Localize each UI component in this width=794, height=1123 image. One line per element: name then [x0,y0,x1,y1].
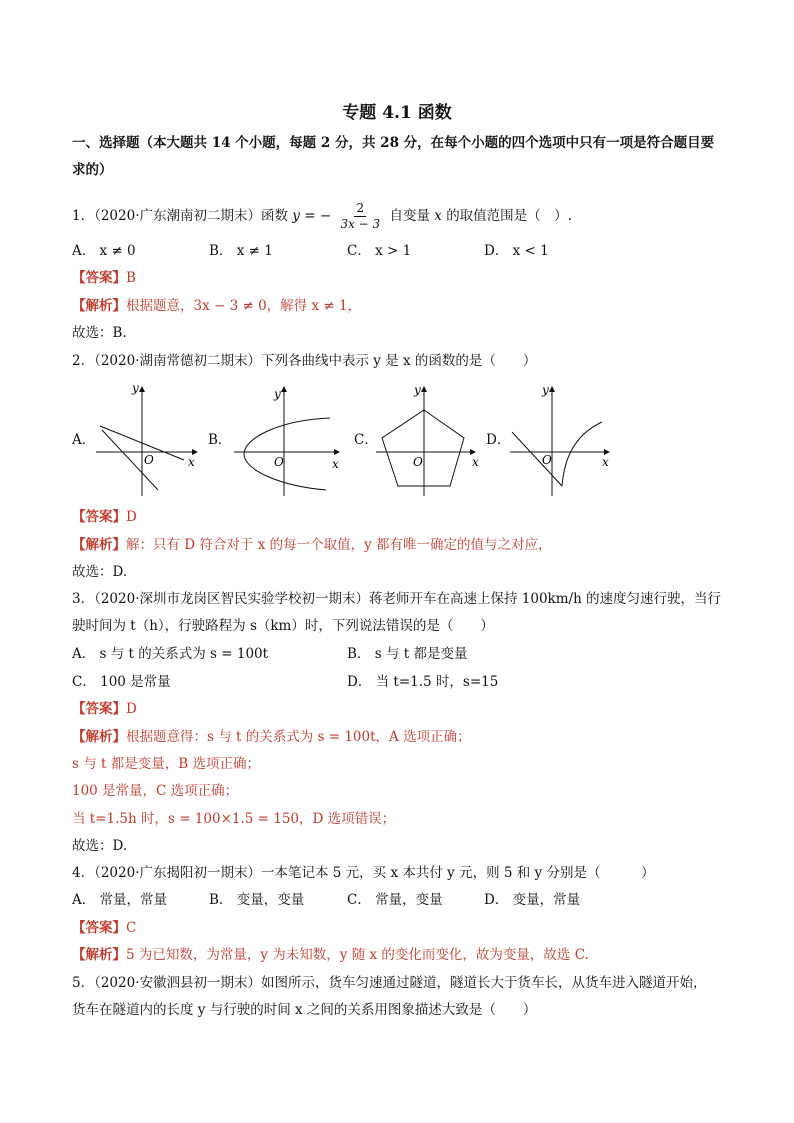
x-label: x [188,455,195,469]
q3-option-c: C． 100 是常量 [72,674,171,690]
q1-suffix: 自变量 [389,208,430,224]
q1-option-c: C． x > 1 [347,243,412,259]
y-label: y [132,381,139,395]
q2-graph-b [230,380,350,500]
y-label: y [274,387,281,401]
analysis-tag: 【解析】 [72,298,126,314]
q2-graph-a [92,380,202,500]
q3-answer [72,699,137,719]
analysis-tag: 【解析】 [72,537,126,553]
q1-prefix: 1．（2020·广东潮南初二期末）函数 [72,208,288,224]
q4-option-b: B． 变量，变量 [209,892,305,908]
origin-label: O [542,453,552,467]
q3-option-a: A． s 与 t 的关系式为 s = 100t [72,646,269,662]
y-label: y [542,383,549,397]
q1-analysis-text: 根据题意，3x − 3 ≠ 0，解得 x ≠ 1， [126,298,362,314]
x-label: x [602,455,609,469]
page-title: 专题 4.1 函数 [342,103,452,123]
q5-question-line1: 5．（2020·安徽泗县初一期末）如图所示，货车匀速通过隧道，隧道长大于货车长，从货车进入隧道开始， [72,975,707,991]
q4-analysis [72,945,589,965]
x-label: x [332,457,339,471]
answer-tag: 【答案】 [72,920,126,936]
q2-label-c: C． [354,432,378,448]
q5-question-line2: 货车在隧道内的长度 y 与行驶的时间 x 之间的关系用图象描述大致是（ ） [72,1002,537,1018]
origin-label: O [144,453,154,467]
q2-label-a: A． [72,432,96,448]
q2-label-d: D． [486,432,511,448]
q2-question: 2．（2020·湖南常德初二期末）下列各曲线中表示 y 是 x 的函数的是（ ） [72,353,537,369]
q2-answer-value: D [126,509,137,525]
q1-var: x [434,208,442,224]
q2-graph-c [372,380,484,500]
q1-answer [72,268,136,288]
q2-graph-d [506,380,616,500]
y-label: y [414,383,421,397]
answer-tag: 【答案】 [72,270,126,286]
q1-option-b: B． x ≠ 1 [209,243,273,259]
q4-answer [72,918,136,938]
y-axis-arrow [139,386,145,392]
q4-question: 4．（2020·广东揭阳初一期末）一本笔记本 5 元，买 x 本共付 y 元，则 5 和 y 分别是（ ） [72,865,655,881]
answer-tag: 【答案】 [72,509,126,525]
q3-analysis-line-4: 当 t=1.5h 时，s = 100×1.5 = 150，D 选项错误； [72,811,396,827]
curve-branch-part [562,422,602,486]
q3-conclusion: 故选：D. [72,838,128,854]
q1-conclusion: 故选：B. [72,325,127,341]
q3-analysis-text-1: 根据题意得：s 与 t 的关系式为 s = 100t，A 选项正确； [126,729,471,745]
analysis-tag: 【解析】 [72,729,126,745]
q1-analysis [72,296,361,316]
curve-line-part [512,432,562,486]
q4-answer-value: C [126,920,137,936]
q1-frac-num: 2 [356,201,365,215]
y-axis-arrow [281,386,287,392]
q1-fraction [338,201,382,232]
q3-answer-value: D [126,701,137,717]
origin-label: O [274,455,284,469]
q3-option-b: B． s 与 t 都是变量 [347,646,468,662]
q1-question [72,198,572,234]
section-heading-line2: 求的） [72,162,113,178]
q4-option-d: D． 变量，常量 [484,892,581,908]
x-label: x [472,455,479,469]
q1-answer-value: B [126,270,136,286]
q1-option-a: A． x ≠ 0 [72,243,136,259]
q3-question-line1: 3．（2020·深圳市龙岗区智民实验学校初一期末）蒋老师开车在高速上保持 100km/h 的速度匀速行驶，当行 [72,591,722,607]
pentagon-curve [382,410,464,486]
q4-option-a: A． 常量，常量 [72,892,168,908]
section-heading-line1: 一、选择题（本大题共 14 个小题，每题 2 分，共 28 分，在每个小题的四个选项中只有一项是符合题目要 [72,135,715,151]
x-axis-arrow [334,449,340,455]
q1-suffix2: 的取值范围是（ ）. [446,208,572,224]
q1-y-eq: y = − [292,208,332,224]
y-axis-arrow [421,386,427,392]
q1-option-d: D． x < 1 [484,243,549,259]
analysis-tag: 【解析】 [72,947,126,963]
q2-analysis-text: 解：只有 D 符合对于 x 的每一个取值，y 都有唯一确定的值与之对应， [126,537,552,553]
answer-tag: 【答案】 [72,701,126,717]
q3-question-line2: 驶时间为 t（h），行驶路程为 s（km）时，下列说法错误的是（ ） [72,618,494,634]
q3-option-d: D． 当 t=1.5 时，s=15 [347,674,499,690]
q2-analysis [72,535,552,555]
q2-answer [72,507,137,527]
q2-conclusion: 故选：D. [72,564,128,580]
q3-analysis-line-3: 100 是常量，C 选项正确； [72,783,239,799]
q4-analysis-text: 5 为已知数，为常量，y 为未知数，y 随 x 的变化而变化，故为变量，故选 C. [126,947,589,963]
origin-label: O [413,455,423,469]
q3-analysis [72,727,471,747]
q2-label-b: B． [208,432,232,448]
y-axis-arrow [549,386,555,392]
q3-analysis-line-2: s 与 t 都是变量，B 选项正确； [72,756,260,772]
q4-option-c: C． 常量，变量 [347,892,443,908]
q1-frac-den: 3x − 3 [340,217,381,231]
parabola-curve [244,418,330,490]
